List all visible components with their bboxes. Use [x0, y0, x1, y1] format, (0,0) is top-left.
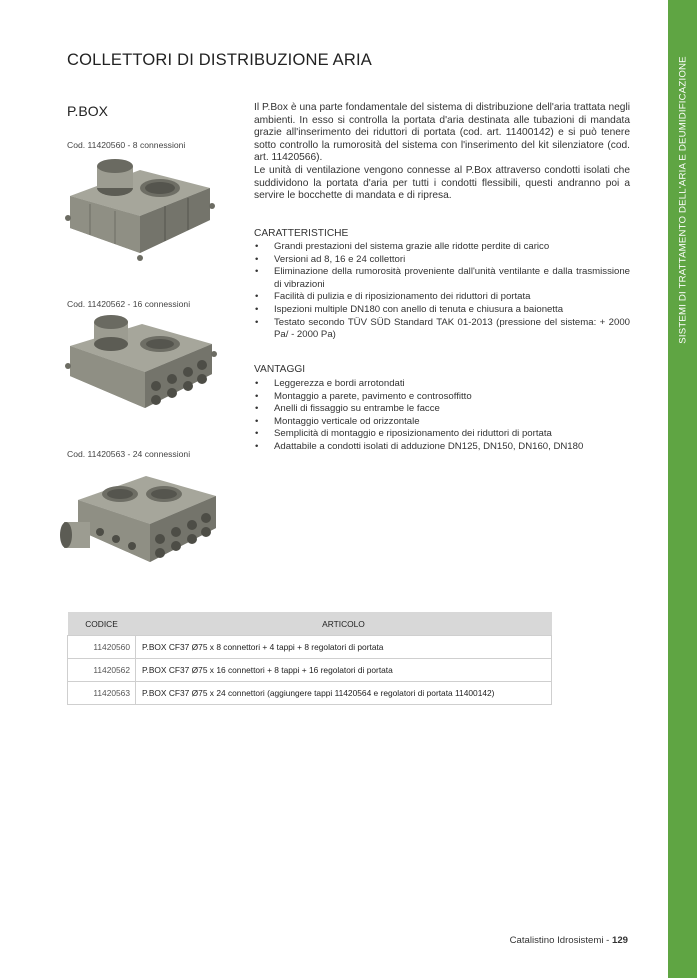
cell-code: 11420560: [68, 636, 136, 659]
variant-caption-16: Cod. 11420562 - 16 connessioni: [67, 299, 191, 309]
list-item: • Leggerezza e bordi arrotondati: [254, 378, 630, 391]
pbox-24-connections-image: [60, 460, 220, 580]
list-item: • Semplicità di montaggio e riposizionamento dei riduttori di portata: [254, 428, 630, 441]
cell-code: 11420563: [68, 682, 136, 705]
caratteristiche-list: [254, 241, 630, 342]
caratteristiche-heading: CARATTERISTICHE: [254, 228, 349, 239]
vantaggi-heading: VANTAGGI: [254, 364, 306, 375]
footer-catalog: Catalistino Idrosistemi -: [509, 935, 612, 946]
table-row: [68, 682, 552, 705]
header-codice: CODICE: [68, 612, 136, 636]
page-number: 129: [611, 935, 628, 946]
header-articolo: ARTICOLO: [136, 612, 552, 636]
list-item: • Montaggio a parete, pavimento e controsoffitto: [254, 391, 630, 404]
description-paragraph: Il P.Box è una parte fondamentale del sistema di distribuzione dell'aria trattata negli ambienti. In esso si controlla la portata d'aria destinata alle tubazioni di mandata grazie all'inserimento dei riduttori di portata (cod. art. 11400142) e si può tenere sotto controllo la rumorosità del sistema con l'inserimento del kit silenziatore (cod. art. 11420566).: [254, 102, 630, 164]
page-footer: [510, 935, 628, 946]
list-item: • Anelli di fissaggio su entrambe le facce: [254, 403, 630, 416]
cell-article: P.BOX CF37 Ø75 x 8 connettori + 4 tappi + 8 regolatori di portata: [136, 636, 552, 659]
page-title: COLLETTORI DI DISTRIBUZIONE ARIA: [67, 51, 372, 69]
list-item: • Adattabile a condotti isolati di adduzione DN125, DN150, DN160, DN180: [254, 441, 630, 454]
cell-article: P.BOX CF37 Ø75 x 16 connettori + 8 tappi + 16 regolatori di portata: [136, 659, 552, 682]
list-item: • Eliminazione della rumorosità proveniente dall'unità ventilante e dalla trasmissione di vibrazioni: [254, 266, 630, 291]
table-header-row: [68, 612, 552, 636]
variant-caption-8: Cod. 11420560 - 8 connessioni: [67, 140, 186, 150]
list-item: • Ispezioni multiple DN180 con anello di tenuta e chiusura a baionetta: [254, 304, 630, 317]
pbox-8-connections-image: [60, 158, 220, 278]
list-item: • Grandi prestazioni del sistema grazie alle ridotte perdite di carico: [254, 241, 630, 254]
table-row: [68, 659, 552, 682]
cell-code: 11420562: [68, 659, 136, 682]
vantaggi-list: [254, 378, 630, 454]
description-paragraph: Le unità di ventilazione vengono connesse al P.Box attraverso condotti isolati che suddividono la portata d'aria per tutti i condotti flessibili, questi andranno poi a servire le bocchette di mandata e di ripresa.: [254, 164, 630, 202]
list-item: • Facilità di pulizia e di riposizionamento dei riduttori di portata: [254, 291, 630, 304]
product-description: [254, 102, 630, 203]
pbox-16-connections-image: [60, 310, 220, 430]
sidebar-label: SISTEMI DI TRATTAMENTO DELL'ARIA E DEUMIDIFICAZIONE: [677, 56, 689, 344]
product-title: P.BOX: [67, 103, 108, 119]
cell-article: P.BOX CF37 Ø75 x 24 connettori (aggiungere tappi 11420564 e regolatori di portata 11400142): [136, 682, 552, 705]
list-item: • Testato secondo TÜV SÜD Standard TAK 01-2013 (pressione del sistema: + 2000 Pa/ - 2000 Pa): [254, 317, 630, 342]
table-row: [68, 636, 552, 659]
list-item: • Montaggio verticale od orizzontale: [254, 416, 630, 429]
product-table: [67, 612, 552, 705]
variant-caption-24: Cod. 11420563 - 24 connessioni: [67, 449, 191, 459]
list-item: • Versioni ad 8, 16 e 24 collettori: [254, 254, 630, 267]
